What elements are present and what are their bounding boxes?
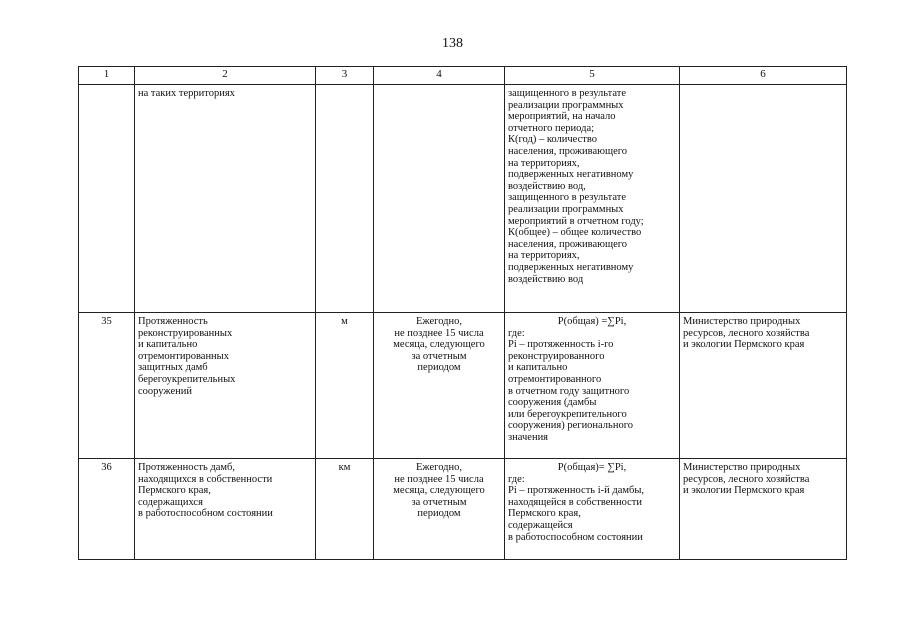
formula-head: P(общая) =∑Pi, bbox=[557, 316, 627, 327]
header-cell-3: 3 bbox=[316, 67, 374, 85]
row-number-cell: 35 bbox=[79, 313, 135, 459]
indicators-table bbox=[78, 66, 847, 560]
responsible-cell bbox=[680, 85, 847, 313]
header-cell-2: 2 bbox=[135, 67, 316, 85]
responsible-cell: Министерство природных ресурсов, лесного хозяйства и экологии Пермского края bbox=[680, 313, 847, 459]
period-cell: Ежегодно, не позднее 15 числа месяца, следующего за отчетным периодом bbox=[374, 313, 505, 459]
formula-cell: защищенного в результате реализации программных мероприятий, на начало отчетного периода; К(год) – количество населения, проживающего на территориях, подверженных негативному воздействию вод, защищенного в результате реализации программных мероприятий в отчетном году; К(общее) – общее количество населения, проживающего на территориях, подверженных негативному воздействию вод bbox=[505, 85, 680, 313]
indicator-cell: Протяженность дамб, находящихся в собственности Пермского края, содержащихся в работоспособном состоянии bbox=[135, 459, 316, 560]
table-row-continuation bbox=[79, 85, 847, 313]
indicator-cell: Протяженность реконструированных и капитально отремонтированных защитных дамб берегоукрепительных сооружений bbox=[135, 313, 316, 459]
period-cell: Ежегодно, не позднее 15 числа месяца, следующего за отчетным периодом bbox=[374, 459, 505, 560]
header-cell-4: 4 bbox=[374, 67, 505, 85]
header-cell-6: 6 bbox=[680, 67, 847, 85]
formula-cell bbox=[505, 459, 680, 560]
table-row-36 bbox=[79, 459, 847, 560]
formula-body: где: Pi – протяженность i-го реконструированного и капитально отремонтированного в отчетном году защитного сооружения (дамбы или берегоукрепительного сооружения) регионального значения bbox=[508, 327, 634, 443]
row-number-cell bbox=[79, 85, 135, 313]
unit-cell: м bbox=[316, 313, 374, 459]
formula-body: где: Pi – протяженность i-й дамбы, находящейся в собственности Пермского края, содержащейся в работоспособном состоянии bbox=[508, 473, 645, 543]
responsible-cell: Министерство природных ресурсов, лесного хозяйства и экологии Пермского края bbox=[680, 459, 847, 560]
formula-cell bbox=[505, 313, 680, 459]
table-row-35 bbox=[79, 313, 847, 459]
header-cell-5: 5 bbox=[505, 67, 680, 85]
formula-head: P(общая)= ∑Pi, bbox=[557, 462, 627, 473]
indicator-cell: на таких территориях bbox=[135, 85, 316, 313]
unit-cell bbox=[316, 85, 374, 313]
row-number-cell: 36 bbox=[79, 459, 135, 560]
table-header-row bbox=[79, 67, 847, 85]
header-cell-1: 1 bbox=[79, 67, 135, 85]
unit-cell: км bbox=[316, 459, 374, 560]
page-number: 138 bbox=[442, 36, 463, 51]
period-cell bbox=[374, 85, 505, 313]
